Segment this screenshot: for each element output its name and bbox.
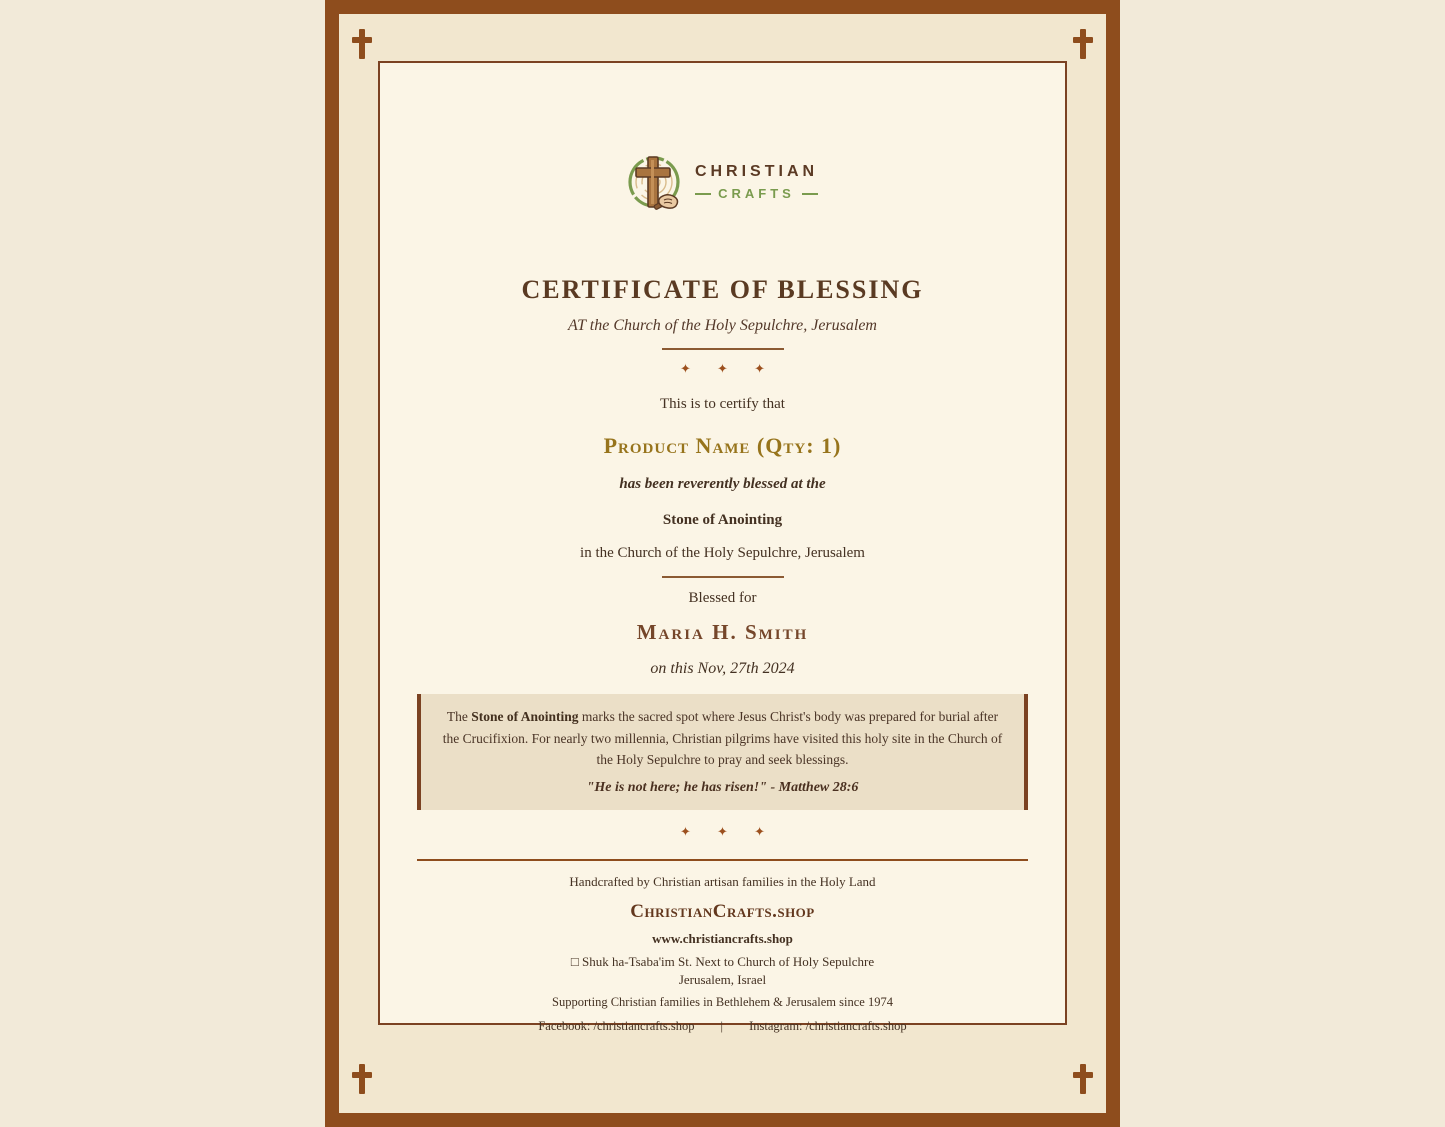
address-line-1: □ Shuk ha-Tsaba'im St. Next to Church of Holy Sepulchre [570,953,875,969]
certificate-title: CERTIFICATE OF BLESSING [521,275,924,304]
info-text: The Stone of Anointing marks the sacred spot where Jesus Christ's body was prepared for burial after the Crucifixion. For nearly two millennia, Christian pilgrims have visited this holy site in the Church of the Holy Sepulchre to pray and seek blessings. [442,709,1003,768]
facebook-handle: Facebook: /christiancrafts.shop [538,1018,695,1033]
certify-line: This is to certify that [660,396,785,412]
certificate [378,61,1067,1033]
info-text-bold: Stone of Anointing [471,709,579,724]
recipient-name: Maria H. Smith [636,620,809,644]
dash-decoration-right [802,193,818,195]
divider-line-middle [662,576,784,578]
certificate-subtitle: AT the Church of the Holy Sepulchre, Jerusalem [568,317,877,334]
footer-rule [417,859,1028,861]
brand-wordmark [695,163,818,201]
scripture-quote: "He is not here; he has risen!" - Matthew 28:6 [586,779,859,795]
corner-cross-bottom-left-icon [352,1064,372,1094]
date-line: on this Nov, 27th 2024 [650,660,795,677]
handcrafted-line: Handcrafted by Christian artisan families in the Holy Land [569,873,876,889]
social-separator: | [720,1018,724,1033]
social-line [538,1019,906,1034]
website-line: www.christiancrafts.shop [652,930,793,946]
blessed-line: has been reverently blessed at the [619,476,826,492]
ornament-diamonds-top: ✦ ✦ ✦ [680,362,776,377]
brand-logo [627,151,818,213]
certificate-frame [325,0,1120,1127]
brand-name-top: CHRISTIAN [694,163,819,180]
corner-cross-top-left-icon [352,29,372,59]
brand-name-bottom: CRAFTS [718,186,795,201]
supporting-line: Supporting Christian families in Bethlehem & Jerusalem since 1974 [552,994,893,1009]
cross-woodcarving-icon [627,151,685,213]
corner-cross-bottom-right-icon [1073,1064,1093,1094]
dash-decoration-left [695,193,711,195]
product-name: Product Name (Qty: 1) [603,433,842,458]
ornament-diamonds-bottom: ✦ ✦ ✦ [680,824,776,840]
divider-line-top [662,348,784,350]
address-line-2: Jerusalem, Israel [678,971,767,987]
footer-brand: ChristianCrafts.shop [630,900,815,922]
location-name: Stone of Anointing [662,512,783,528]
info-box [417,694,1028,810]
instagram-handle: Instagram: /christiancrafts.shop [749,1018,907,1033]
blessed-for-label: Blessed for [688,590,757,606]
corner-cross-top-right-icon [1073,29,1093,59]
location-line: in the Church of the Holy Sepulchre, Jerusalem [580,545,865,561]
